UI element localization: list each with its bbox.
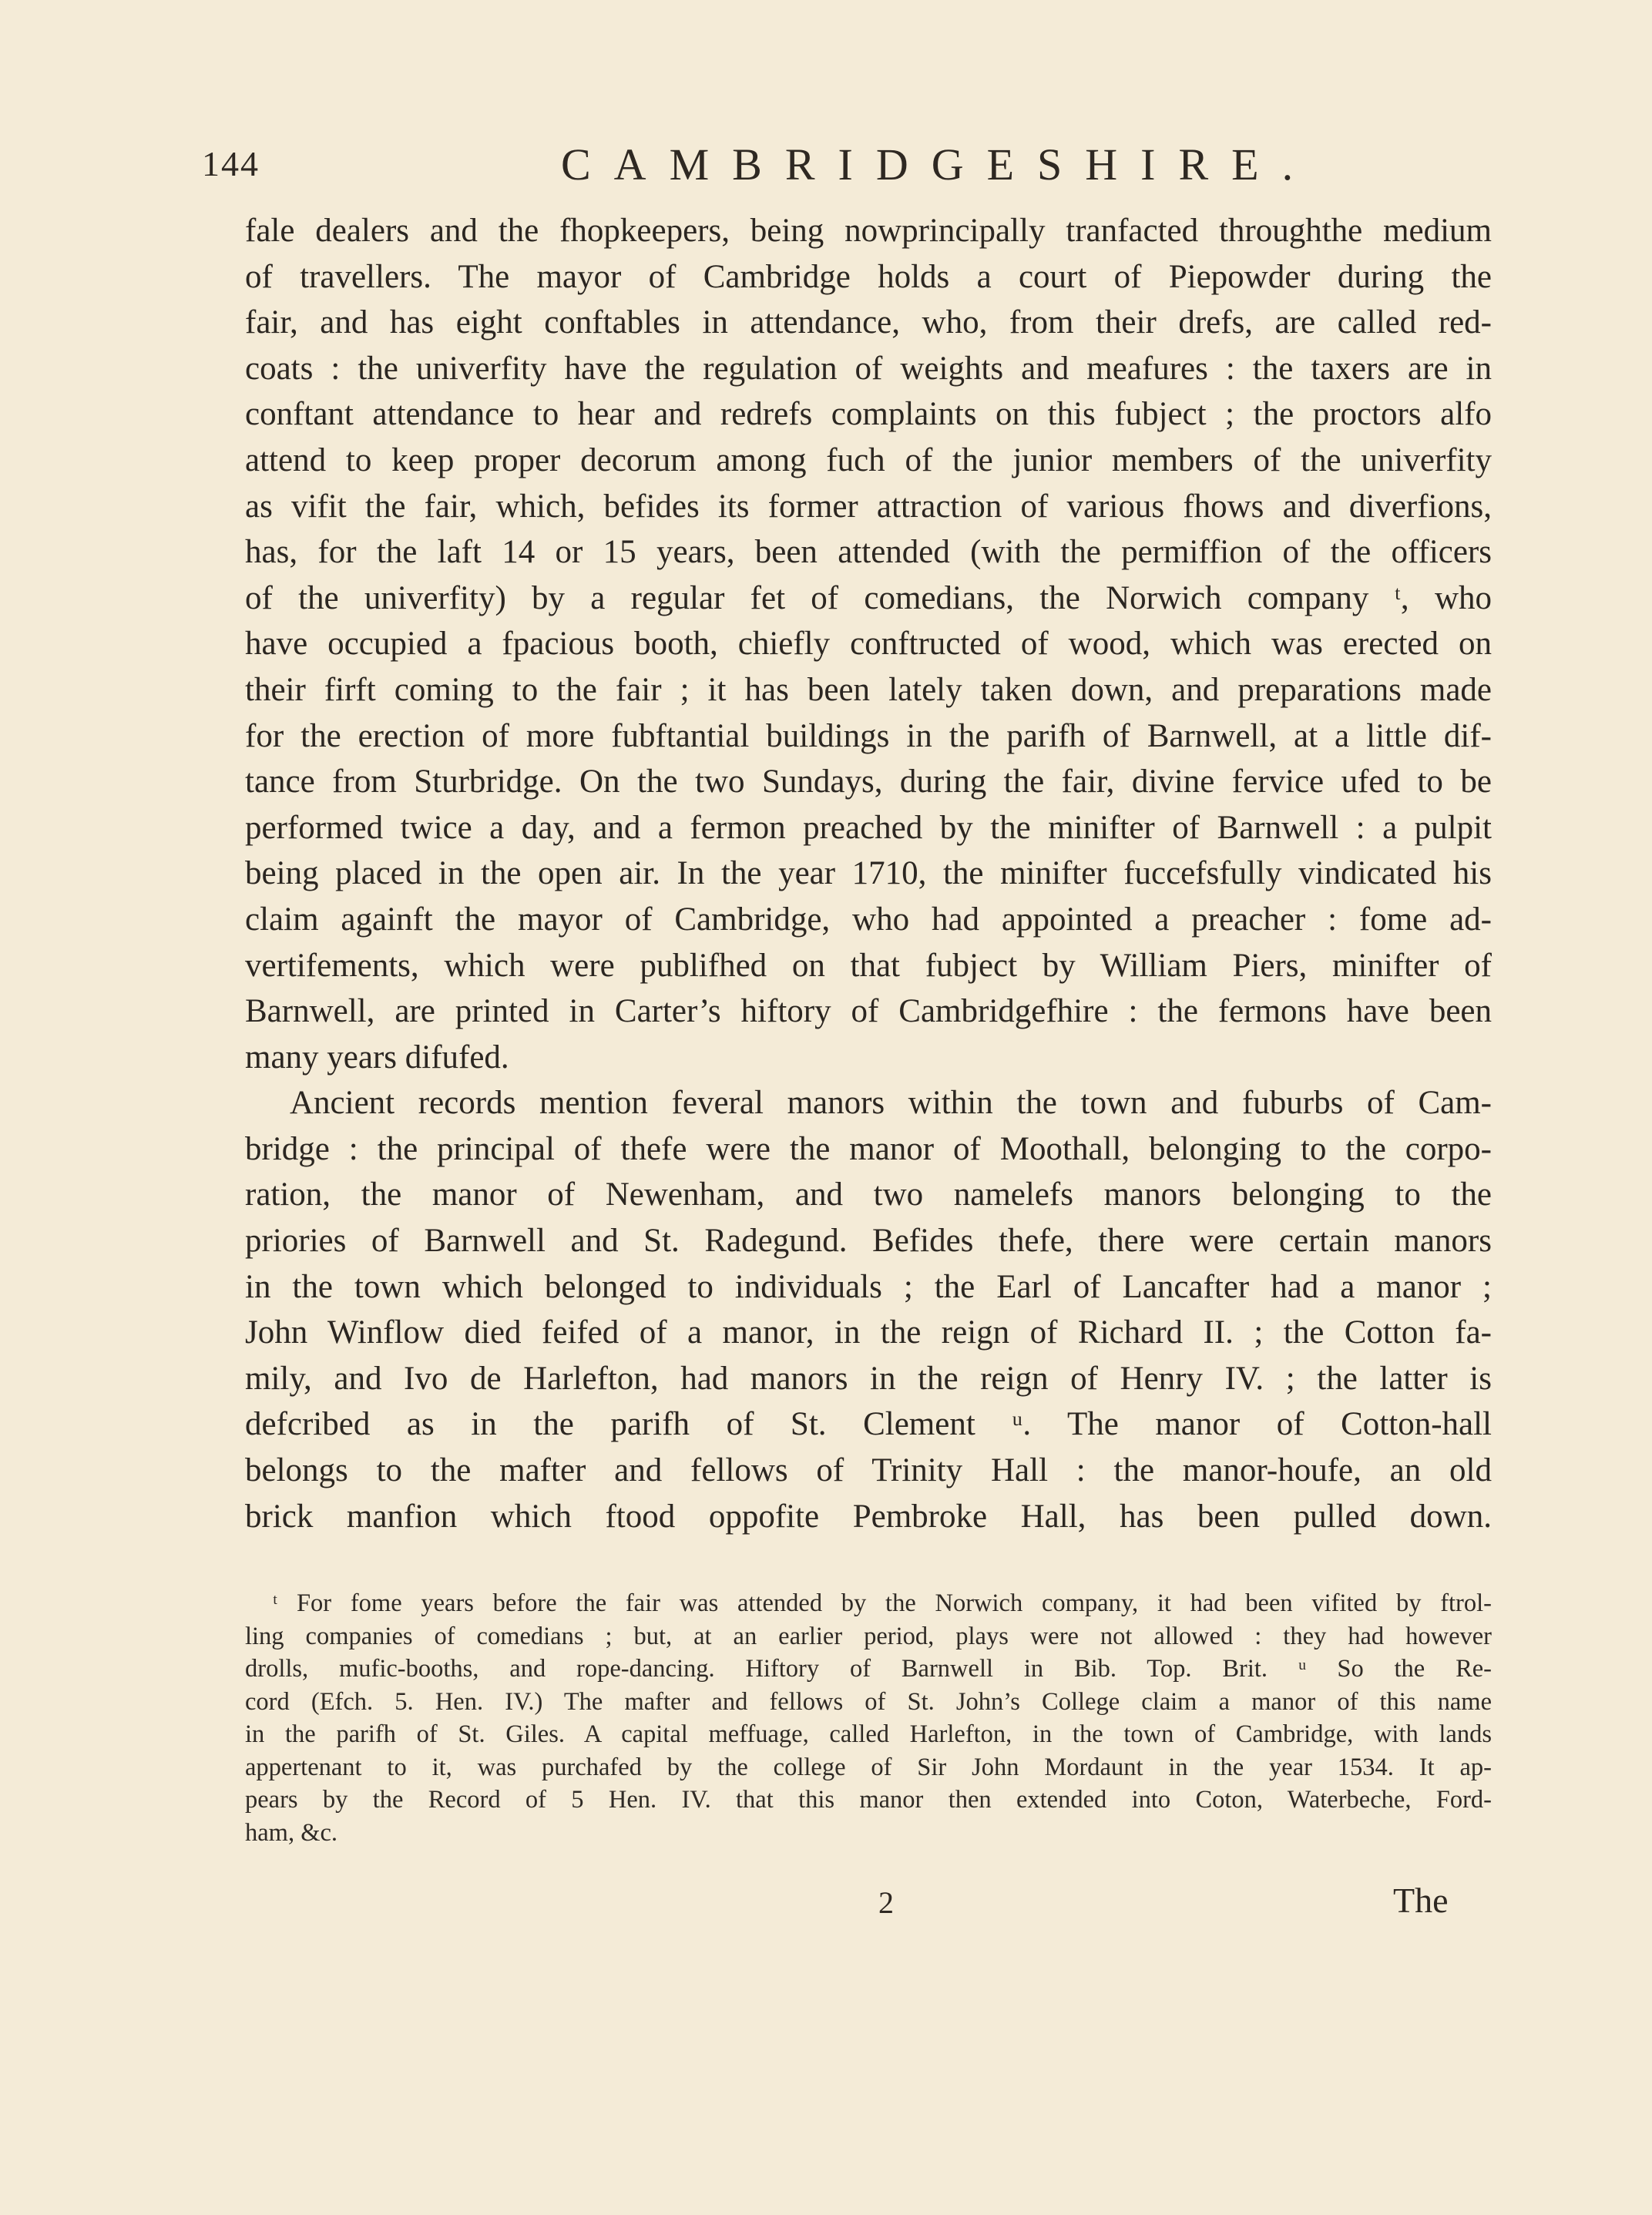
body-line: defcribed as in the parifh of St. Clement ᵘ. The manor of Cotton-hall	[245, 1406, 1492, 1443]
body-line: priories of Barnwell and St. Radegund. Befides thefe, there were certain manors	[245, 1223, 1492, 1260]
body-line: their firft coming to the fair ; it has been lately taken down, and preparations made	[245, 671, 1492, 708]
body-line: has, for the laft 14 or 15 years, been attended (with the permiffion of the officers	[245, 534, 1492, 571]
body-line: for the erection of more fubftantial buildings in the parifh of Barnwell, at a little dif-	[245, 717, 1492, 754]
body-text	[245, 208, 1492, 1539]
footnote-line: in the parifh of St. Giles. A capital meffuage, called Harlefton, in the town of Cambridge, with lands	[245, 1720, 1492, 1748]
body-line: tance from Sturbridge. On the two Sundays, during the fair, divine fervice ufed to be	[245, 764, 1492, 800]
body-line: claim againft the mayor of Cambridge, who had appointed a preacher : fome ad-	[245, 901, 1492, 938]
body-line: Ancient records mention feveral manors within the town and fuburbs of Cam-	[290, 1085, 1492, 1122]
body-line: many years difufed.	[245, 1039, 509, 1076]
footnote-line: drolls, mufic-booths, and rope-dancing. Hiftory of Barnwell in Bib. Top. Brit. ᵘ So the Re-	[245, 1655, 1492, 1683]
footnote-line: ling companies of comedians ; but, at an earlier period, plays were not allowed : they had however	[245, 1622, 1492, 1650]
body-line: vertifements, which were publifhed on that fubject by William Piers, minifter of	[245, 947, 1492, 984]
page-number: 144	[202, 144, 260, 183]
body-line: mily, and Ivo de Harlefton, had manors in the reign of Henry IV. ; the latter is	[245, 1360, 1492, 1397]
footnote-line: ᵗ For fome years before the fair was attended by the Norwich company, it had been vifited by ftrol-	[273, 1589, 1492, 1617]
body-line: belongs to the mafter and fellows of Trinity Hall : the manor-houfe, an old	[245, 1452, 1492, 1489]
body-line: John Winflow died feifed of a manor, in the reign of Richard II. ; the Cotton fa-	[245, 1314, 1492, 1351]
footnote-line: pears by the Record of 5 Hen. IV. that this manor then extended into Coton, Waterbeche, Ford-	[245, 1786, 1492, 1814]
footnote-line: ham, &c.	[245, 1818, 338, 1847]
body-line: bridge : the principal of thefe were the manor of Moothall, belonging to the corpo-	[245, 1130, 1492, 1167]
catchword: The	[1393, 1881, 1449, 1920]
footnote-line: appertenant to it, was purchafed by the college of Sir John Mordaunt in the year 1534. It ap-	[245, 1753, 1492, 1781]
body-line: coats : the univerfity have the regulation of weights and meafures : the taxers are in	[245, 350, 1492, 387]
body-line: brick manfion which ftood oppofite Pembroke Hall, has been pulled down.	[245, 1498, 1492, 1535]
body-line: Barnwell, are printed in Carter’s hiftory of Cambridgefhire : the fermons have been	[245, 993, 1492, 1030]
body-line: of travellers. The mayor of Cambridge holds a court of Piepowder during the	[245, 258, 1492, 295]
body-line: attend to keep proper decorum among fuch of the junior members of the univerfity	[245, 441, 1492, 478]
running-head: CAMBRIDGESHIRE.	[561, 139, 1317, 190]
body-line: have occupied a fpacious booth, chiefly conftructed of wood, which was erected on	[245, 626, 1492, 663]
footnote-line: cord (Efch. 5. Hen. IV.) The mafter and fellows of St. John’s College claim a manor of this name	[245, 1687, 1492, 1716]
body-line: of the univerfity) by a regular fet of comedians, the Norwich company ᵗ, who	[245, 579, 1492, 616]
body-line: performed twice a day, and a fermon preached by the minifter of Barnwell : a pulpit	[245, 809, 1492, 846]
body-line: fair, and has eight conftables in attendance, who, from their drefs, are called red-	[245, 304, 1492, 341]
signature-mark: 2	[878, 1885, 894, 1920]
body-line: conftant attendance to hear and redrefs complaints on this fubject ; the proctors alfo	[245, 396, 1492, 433]
footnotes	[245, 1587, 1492, 1849]
body-line: as vifit the fair, which, befides its former attraction of various fhows and diverfions,	[245, 488, 1492, 525]
body-line: ration, the manor of Newenham, and two namelefs manors belonging to the	[245, 1176, 1492, 1213]
body-line: fale dealers and the fhopkeepers, being nowprincipally tranfacted throughthe medium	[245, 213, 1492, 249]
body-line: in the town which belonged to individuals ; the Earl of Lancafter had a manor ;	[245, 1268, 1492, 1305]
body-line: being placed in the open air. In the year 1710, the minifter fuccefsfully vindicated his	[245, 855, 1492, 892]
